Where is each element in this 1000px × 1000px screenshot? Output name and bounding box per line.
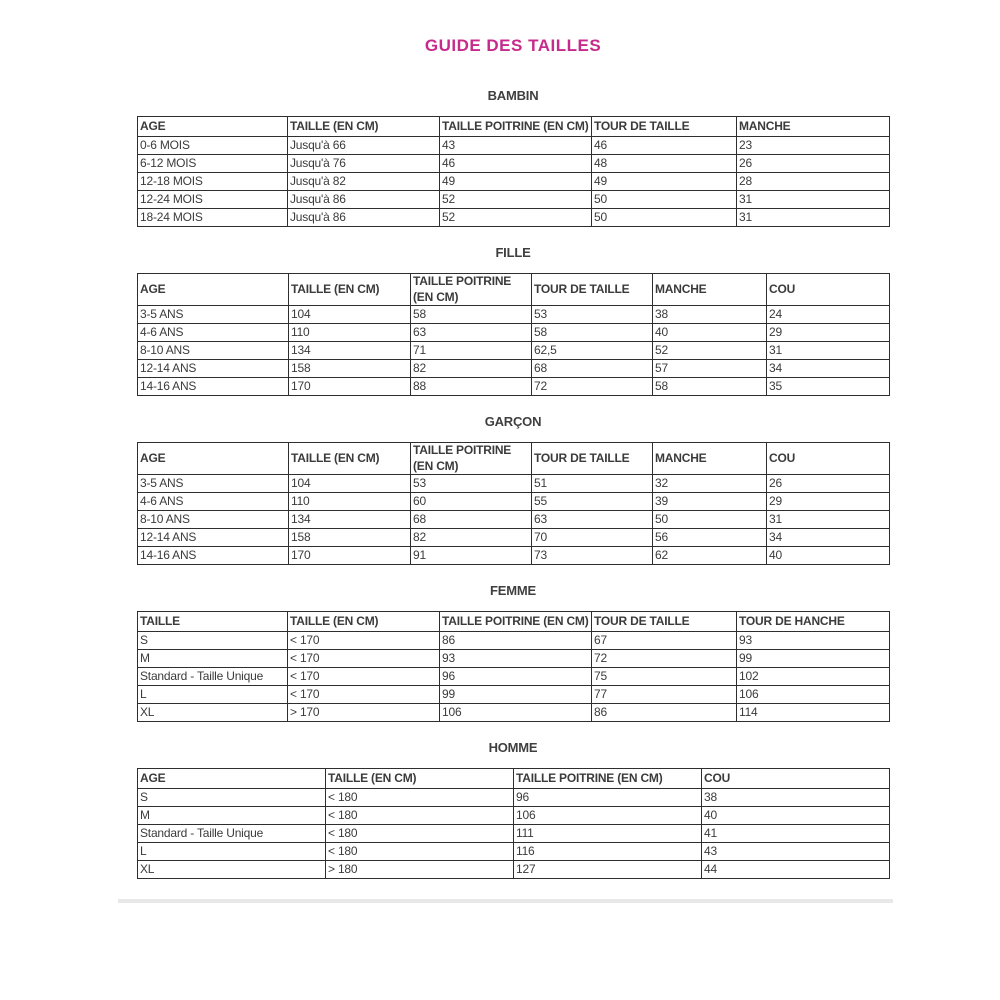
column-header: TAILLE (EN CM)	[289, 443, 411, 475]
size-table-femme	[137, 611, 890, 722]
table-cell: 106	[440, 704, 592, 722]
column-header: AGE	[138, 443, 289, 475]
table-row	[138, 475, 890, 493]
table-cell: Jusqu'à 66	[288, 137, 440, 155]
table-cell: 8-10 ANS	[138, 511, 289, 529]
column-header: TOUR DE TAILLE	[532, 443, 653, 475]
table-cell: 49	[592, 173, 737, 191]
table-cell: 3-5 ANS	[138, 306, 289, 324]
table-cell: 31	[737, 209, 890, 227]
table-cell: < 180	[326, 843, 514, 861]
table-cell: 127	[514, 861, 702, 879]
table-cell: 158	[289, 360, 411, 378]
table-cell: < 180	[326, 825, 514, 843]
table-cell: 73	[532, 547, 653, 565]
table-cell: 46	[440, 155, 592, 173]
column-header: MANCHE	[653, 274, 767, 306]
column-header: COU	[702, 769, 890, 789]
table-cell: 50	[592, 209, 737, 227]
column-header: TAILLE	[138, 612, 288, 632]
table-cell: Jusqu'à 82	[288, 173, 440, 191]
table-cell: 63	[532, 511, 653, 529]
table-row	[138, 825, 890, 843]
table-cell: 60	[411, 493, 532, 511]
table-cell: 38	[653, 306, 767, 324]
table-cell: 70	[532, 529, 653, 547]
table-row	[138, 493, 890, 511]
table-cell: XL	[138, 861, 326, 879]
table-cell: 68	[411, 511, 532, 529]
table-cell: 6-12 MOIS	[138, 155, 288, 173]
table-row	[138, 650, 890, 668]
table-cell: < 180	[326, 807, 514, 825]
column-header: TOUR DE HANCHE	[737, 612, 890, 632]
table-row	[138, 155, 890, 173]
table-cell: 23	[737, 137, 890, 155]
size-guide-content	[137, 0, 889, 879]
table-row	[138, 632, 890, 650]
table-row	[138, 511, 890, 529]
table-cell: 52	[653, 342, 767, 360]
table-cell: M	[138, 650, 288, 668]
table-cell: 41	[702, 825, 890, 843]
page-title: GUIDE DES TAILLES	[424, 36, 602, 55]
column-header: TAILLE (EN CM)	[288, 612, 440, 632]
tables-root	[137, 88, 889, 879]
header-row	[138, 117, 890, 137]
table-row	[138, 789, 890, 807]
table-cell: 62	[653, 547, 767, 565]
table-cell: 88	[411, 378, 532, 396]
table-cell: 63	[411, 324, 532, 342]
section-title: HOMME	[488, 740, 538, 756]
table-cell: > 170	[288, 704, 440, 722]
column-header: COU	[767, 443, 890, 475]
table-cell: 62,5	[532, 342, 653, 360]
table-cell: 46	[592, 137, 737, 155]
table-row	[138, 686, 890, 704]
size-section-femme	[137, 583, 889, 722]
table-cell: M	[138, 807, 326, 825]
table-cell: 91	[411, 547, 532, 565]
table-cell: 29	[767, 493, 890, 511]
table-row	[138, 547, 890, 565]
table-cell: 12-14 ANS	[138, 360, 289, 378]
column-header: TAILLE POITRINE (EN CM)	[440, 612, 592, 632]
size-section-bambin	[137, 88, 889, 227]
column-header: TAILLE (EN CM)	[289, 274, 411, 306]
table-cell: 170	[289, 547, 411, 565]
table-cell: 26	[737, 155, 890, 173]
table-cell: 106	[737, 686, 890, 704]
table-cell: 12-24 MOIS	[138, 191, 288, 209]
table-cell: 116	[514, 843, 702, 861]
table-row	[138, 191, 890, 209]
column-header: AGE	[138, 769, 326, 789]
table-cell: Standard - Taille Unique	[138, 825, 326, 843]
table-cell: 52	[440, 209, 592, 227]
header-row	[138, 443, 890, 475]
column-header: TOUR DE TAILLE	[532, 274, 653, 306]
table-cell: XL	[138, 704, 288, 722]
table-row	[138, 173, 890, 191]
column-header: MANCHE	[737, 117, 890, 137]
table-cell: 96	[440, 668, 592, 686]
section-title: GARÇON	[484, 414, 542, 430]
table-cell: 93	[440, 650, 592, 668]
size-table-homme	[137, 768, 890, 879]
table-cell: 31	[737, 191, 890, 209]
table-cell: 53	[411, 475, 532, 493]
table-cell: 110	[289, 324, 411, 342]
table-cell: 3-5 ANS	[138, 475, 289, 493]
column-header: COU	[767, 274, 890, 306]
column-header: TAILLE POITRINE (EN CM)	[411, 274, 532, 306]
size-section-garcon	[137, 414, 889, 565]
table-cell: 106	[514, 807, 702, 825]
table-cell: 39	[653, 493, 767, 511]
table-cell: 31	[767, 511, 890, 529]
table-cell: 134	[289, 342, 411, 360]
column-header: TAILLE POITRINE (EN CM)	[440, 117, 592, 137]
table-cell: 55	[532, 493, 653, 511]
table-cell: 77	[592, 686, 737, 704]
table-row	[138, 137, 890, 155]
column-header: AGE	[138, 274, 289, 306]
section-title: FEMME	[490, 583, 536, 599]
table-cell: 58	[532, 324, 653, 342]
table-cell: 43	[440, 137, 592, 155]
table-cell: L	[138, 843, 326, 861]
header-row	[138, 612, 890, 632]
table-cell: 12-18 MOIS	[138, 173, 288, 191]
table-cell: 14-16 ANS	[138, 547, 289, 565]
table-cell: 43	[702, 843, 890, 861]
table-cell: < 170	[288, 686, 440, 704]
table-row	[138, 704, 890, 722]
table-cell: 99	[440, 686, 592, 704]
table-cell: < 170	[288, 650, 440, 668]
table-cell: Standard - Taille Unique	[138, 668, 288, 686]
size-section-homme	[137, 740, 889, 879]
table-cell: < 180	[326, 789, 514, 807]
table-row	[138, 668, 890, 686]
table-row	[138, 843, 890, 861]
table-cell: 38	[702, 789, 890, 807]
table-cell: 68	[532, 360, 653, 378]
table-cell: 29	[767, 324, 890, 342]
table-cell: 34	[767, 529, 890, 547]
table-cell: 0-6 MOIS	[138, 137, 288, 155]
table-cell: 50	[653, 511, 767, 529]
table-row	[138, 807, 890, 825]
table-cell: 34	[767, 360, 890, 378]
table-cell: 49	[440, 173, 592, 191]
table-cell: Jusqu'à 86	[288, 209, 440, 227]
table-cell: 86	[592, 704, 737, 722]
column-header: TAILLE (EN CM)	[326, 769, 514, 789]
table-cell: L	[138, 686, 288, 704]
table-cell: 158	[289, 529, 411, 547]
table-cell: 12-14 ANS	[138, 529, 289, 547]
size-table-garcon	[137, 442, 890, 565]
size-section-fille	[137, 245, 889, 396]
table-cell: 170	[289, 378, 411, 396]
table-cell: 52	[440, 191, 592, 209]
table-cell: 99	[737, 650, 890, 668]
table-cell: 44	[702, 861, 890, 879]
table-cell: 72	[592, 650, 737, 668]
table-cell: Jusqu'à 86	[288, 191, 440, 209]
table-cell: 31	[767, 342, 890, 360]
table-cell: 4-6 ANS	[138, 324, 289, 342]
section-title: FILLE	[495, 245, 531, 260]
table-cell: 48	[592, 155, 737, 173]
table-cell: 82	[411, 529, 532, 547]
table-cell: 26	[767, 475, 890, 493]
table-cell: 58	[653, 378, 767, 396]
table-cell: 86	[440, 632, 592, 650]
table-cell: S	[138, 789, 326, 807]
table-cell: < 170	[288, 668, 440, 686]
size-table-fille	[137, 273, 890, 396]
table-cell: 14-16 ANS	[138, 378, 289, 396]
column-header: TAILLE POITRINE (EN CM)	[514, 769, 702, 789]
table-cell: 40	[767, 547, 890, 565]
table-cell: 104	[289, 306, 411, 324]
table-cell: > 180	[326, 861, 514, 879]
table-cell: < 170	[288, 632, 440, 650]
table-cell: 8-10 ANS	[138, 342, 289, 360]
table-cell: 50	[592, 191, 737, 209]
table-cell: 111	[514, 825, 702, 843]
table-cell: 57	[653, 360, 767, 378]
size-table-bambin	[137, 116, 890, 227]
table-cell: 82	[411, 360, 532, 378]
table-cell: 114	[737, 704, 890, 722]
table-row	[138, 529, 890, 547]
table-cell: 102	[737, 668, 890, 686]
table-cell: 67	[592, 632, 737, 650]
table-cell: 18-24 MOIS	[138, 209, 288, 227]
column-header: TOUR DE TAILLE	[592, 117, 737, 137]
table-cell: 32	[653, 475, 767, 493]
table-cell: 58	[411, 306, 532, 324]
table-cell: 72	[532, 378, 653, 396]
table-cell: S	[138, 632, 288, 650]
table-cell: 40	[702, 807, 890, 825]
table-cell: 71	[411, 342, 532, 360]
table-row	[138, 861, 890, 879]
column-header: TAILLE POITRINE (EN CM)	[411, 443, 532, 475]
table-cell: 134	[289, 511, 411, 529]
table-row	[138, 209, 890, 227]
column-header: TAILLE (EN CM)	[288, 117, 440, 137]
table-row	[138, 360, 890, 378]
table-row	[138, 378, 890, 396]
table-cell: 56	[653, 529, 767, 547]
table-row	[138, 306, 890, 324]
table-row	[138, 342, 890, 360]
header-row	[138, 274, 890, 306]
section-title: BAMBIN	[487, 88, 539, 103]
header-row	[138, 769, 890, 789]
table-cell: 40	[653, 324, 767, 342]
table-cell: 93	[737, 632, 890, 650]
table-cell: 28	[737, 173, 890, 191]
table-cell: 96	[514, 789, 702, 807]
column-header: AGE	[138, 117, 288, 137]
table-cell: 53	[532, 306, 653, 324]
table-cell: 75	[592, 668, 737, 686]
table-cell: 104	[289, 475, 411, 493]
bottom-divider	[118, 899, 893, 903]
column-header: TOUR DE TAILLE	[592, 612, 737, 632]
table-cell: 51	[532, 475, 653, 493]
column-header: MANCHE	[653, 443, 767, 475]
table-row	[138, 324, 890, 342]
table-cell: 110	[289, 493, 411, 511]
table-cell: Jusqu'à 76	[288, 155, 440, 173]
table-cell: 4-6 ANS	[138, 493, 289, 511]
table-cell: 35	[767, 378, 890, 396]
table-cell: 24	[767, 306, 890, 324]
